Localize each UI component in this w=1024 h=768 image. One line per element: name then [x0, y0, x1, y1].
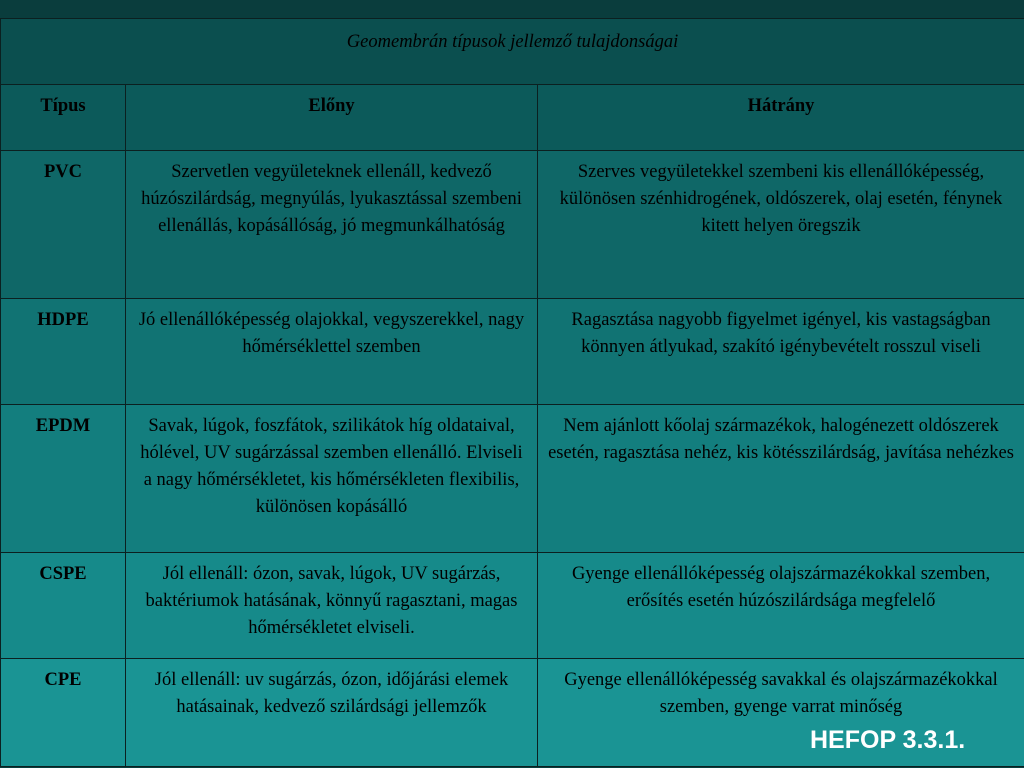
- footer-label: HEFOP 3.3.1.: [810, 726, 966, 754]
- table-row: [1, 553, 1024, 659]
- header-type: Típus: [1, 85, 126, 151]
- row-advantage: Savak, lúgok, foszfátok, szilikátok híg oldataival, hólével, UV sugárzással szemben ellenálló. Elviseli a nagy hőmérsékletet, kis hőmérsékleten flexibilis, különösen kopásálló: [126, 405, 538, 553]
- row-disadvantage: Nem ajánlott kőolaj származékok, halogénezett oldószerek esetén, ragasztása nehéz, kis kötésszilárdság, javítása nehézkes: [538, 405, 1024, 553]
- table-title-cell: [1, 19, 1024, 85]
- row-advantage: Jól ellenáll: uv sugárzás, ózon, időjárási elemek hatásainak, kedvező szilárdsági jellemzők: [126, 659, 538, 767]
- table-title-row: [1, 19, 1024, 85]
- row-type: EPDM: [1, 405, 126, 553]
- row-advantage: Jó ellenállóképesség olajokkal, vegyszerekkel, nagy hőmérséklettel szemben: [126, 299, 538, 405]
- table-header-row: [1, 85, 1024, 151]
- row-type: HDPE: [1, 299, 126, 405]
- table-row: [1, 151, 1024, 299]
- table-row: [1, 299, 1024, 405]
- row-disadvantage: Szerves vegyületekkel szembeni kis ellenállóképesség, különösen szénhidrogének, oldószerek, olaj esetén, fénynek kitett helyen öregszik: [538, 151, 1024, 299]
- header-disadvantage: Hátrány: [538, 85, 1024, 151]
- geomembrane-properties-table: [0, 18, 1024, 767]
- row-type: CSPE: [1, 553, 126, 659]
- row-advantage: Jól ellenáll: ózon, savak, lúgok, UV sugárzás, baktériumok hatásának, könnyű ragasztani, magas hőmérsékletet elviseli.: [126, 553, 538, 659]
- row-disadvantage: Gyenge ellenállóképesség olajszármazékokkal szemben, erősítés esetén húzószilárdsága megfelelő: [538, 553, 1024, 659]
- row-type: CPE: [1, 659, 126, 767]
- table-title: Geomembrán típusok jellemző tulajdonságai: [346, 32, 679, 52]
- row-disadvantage: Ragasztása nagyobb figyelmet igényel, kis vastagságban könnyen átlyukad, szakító igénybevételt rosszul viseli: [538, 299, 1024, 405]
- table-row: [1, 405, 1024, 553]
- row-advantage: Szervetlen vegyületeknek ellenáll, kedvező húzószilárdság, megnyúlás, lyukasztással szembeni ellenállás, kopásállóság, jó megmunkálhatóság: [126, 151, 538, 299]
- header-advantage: Előny: [126, 85, 538, 151]
- row-type: PVC: [1, 151, 126, 299]
- row-disadvantage: Gyenge ellenállóképesség savakkal és olajszármazékokkal szemben, gyenge varrat minőség: [538, 659, 1024, 767]
